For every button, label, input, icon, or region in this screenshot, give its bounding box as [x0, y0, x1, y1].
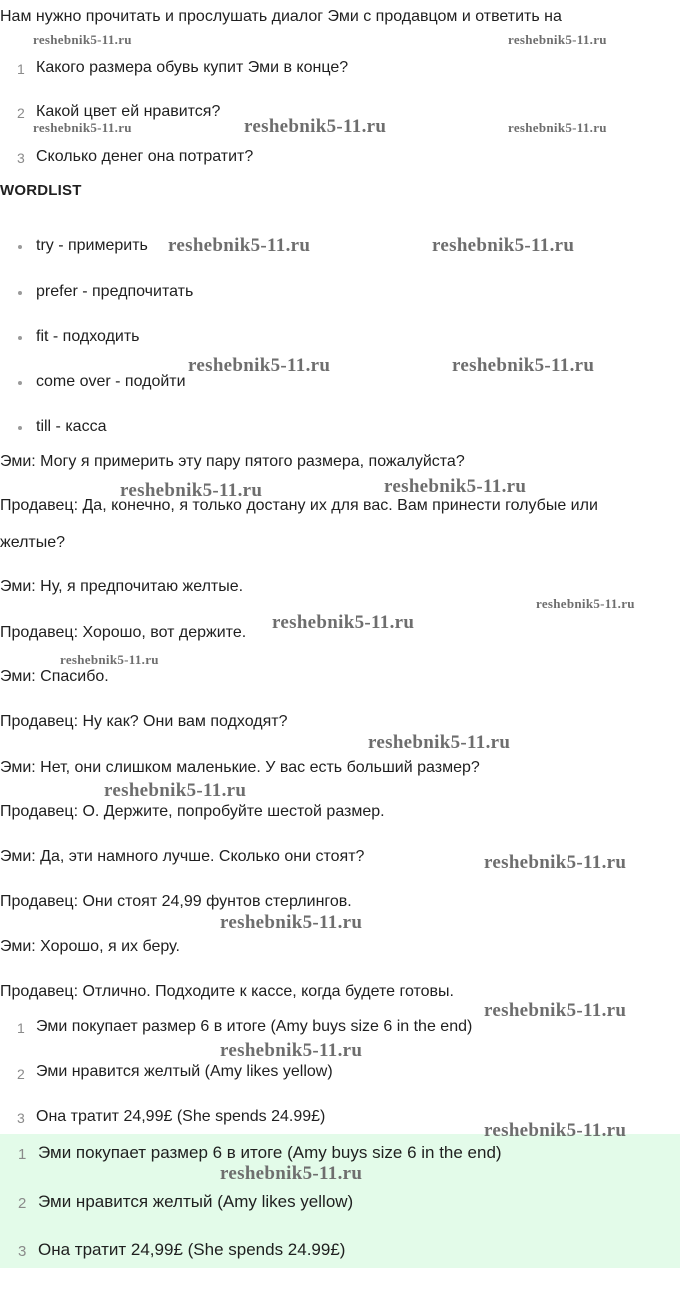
watermark-text: reshebnik5-11.ru: [368, 732, 511, 753]
watermark-text: reshebnik5-11.ru: [484, 1000, 627, 1021]
question-number: 1: [17, 61, 25, 77]
wordlist-item: till - касса: [36, 418, 107, 435]
answer-number: 1: [18, 1146, 27, 1163]
answer-number: 3: [18, 1243, 27, 1260]
watermark-text: reshebnik5-11.ru: [33, 120, 132, 135]
watermark-text: reshebnik5-11.ru: [432, 235, 575, 256]
dialogue-line: Эми: Нет, они слишком маленькие. У вас есть больший размер?: [0, 759, 480, 776]
intro-text: Нам нужно прочитать и прослушать диалог Эми с продавцом и ответить на: [0, 8, 562, 25]
bullet-icon: [18, 336, 22, 340]
answer-number: 1: [17, 1020, 25, 1036]
watermark-text: reshebnik5-11.ru: [536, 596, 635, 611]
watermark-text: reshebnik5-11.ru: [484, 852, 627, 873]
watermark-text: reshebnik5-11.ru: [120, 480, 263, 501]
answer-text: Эми нравится желтый (Amy likes yellow): [38, 1192, 354, 1211]
dialogue-line: Эми: Ну, я предпочитаю желтые.: [0, 578, 244, 595]
watermark-text: reshebnik5-11.ru: [33, 32, 132, 47]
question-text: Какой цвет ей нравится?: [36, 103, 221, 120]
answer-number: 2: [17, 1066, 25, 1082]
watermark-text: reshebnik5-11.ru: [484, 1120, 627, 1141]
question-number: 2: [17, 105, 25, 121]
wordlist-heading: WORDLIST: [0, 182, 82, 199]
dialogue-line: Продавец: Ну как? Они вам подходят?: [0, 713, 288, 730]
watermark-text: reshebnik5-11.ru: [220, 1040, 363, 1061]
dialogue-line: Эми: Хорошо, я их беру.: [0, 938, 180, 955]
dialogue-line: желтые?: [0, 534, 66, 551]
answer-number: 2: [18, 1195, 27, 1212]
dialogue-line: Эми: Могу я примерить эту пару пятого размера, пожалуйста?: [0, 453, 465, 470]
wordlist-item: prefer - предпочитать: [36, 283, 194, 300]
bullet-icon: [18, 245, 22, 249]
watermark-text: reshebnik5-11.ru: [220, 1163, 363, 1184]
question-text: Какого размера обувь купит Эми в конце?: [36, 59, 349, 76]
watermark-text: reshebnik5-11.ru: [104, 780, 247, 801]
answer-number: 3: [17, 1110, 25, 1126]
watermark-text: reshebnik5-11.ru: [384, 476, 527, 497]
watermark-text: reshebnik5-11.ru: [60, 652, 159, 667]
dialogue-line: Эми: Спасибо.: [0, 668, 109, 685]
bullet-icon: [18, 291, 22, 295]
dialogue-line: Продавец: Да, конечно, я только достану их для вас. Вам принести голубые или: [0, 497, 598, 514]
watermark-text: reshebnik5-11.ru: [508, 32, 607, 47]
dialogue-line: Продавец: О. Держите, попробуйте шестой размер.: [0, 803, 385, 820]
wordlist-item: fit - подходить: [36, 328, 140, 345]
question-text: Сколько денег она потратит?: [36, 148, 254, 165]
question-number: 3: [17, 150, 25, 166]
watermark-text: reshebnik5-11.ru: [508, 120, 607, 135]
dialogue-line: Продавец: Они стоят 24,99 фунтов стерлингов.: [0, 893, 352, 910]
watermark-text: reshebnik5-11.ru: [452, 355, 595, 376]
watermark-text: reshebnik5-11.ru: [244, 116, 387, 137]
answer-text: Эми нравится желтый (Amy likes yellow): [36, 1063, 333, 1080]
bullet-icon: [18, 426, 22, 430]
answer-text: Она тратит 24,99£ (She spends 24.99£): [36, 1108, 326, 1125]
watermark-text: reshebnik5-11.ru: [188, 355, 331, 376]
dialogue-line: Эми: Да, эти намного лучше. Сколько они стоят?: [0, 848, 365, 865]
watermark-text: reshebnik5-11.ru: [220, 912, 363, 933]
wordlist-item: come over - подойти: [36, 373, 186, 390]
answer-text: Эми покупает размер 6 в итоге (Amy buys size 6 in the end): [36, 1018, 473, 1035]
wordlist-item: try - примерить: [36, 237, 148, 254]
answer-text: Эми покупает размер 6 в итоге (Amy buys size 6 in the end): [38, 1143, 502, 1162]
watermark-text: reshebnik5-11.ru: [168, 235, 311, 256]
bullet-icon: [18, 381, 22, 385]
dialogue-line: Продавец: Отлично. Подходите к кассе, когда будете готовы.: [0, 983, 454, 1000]
dialogue-line: Продавец: Хорошо, вот держите.: [0, 624, 247, 641]
watermark-text: reshebnik5-11.ru: [272, 612, 415, 633]
answer-text: Она тратит 24,99£ (She spends 24.99£): [38, 1240, 346, 1259]
